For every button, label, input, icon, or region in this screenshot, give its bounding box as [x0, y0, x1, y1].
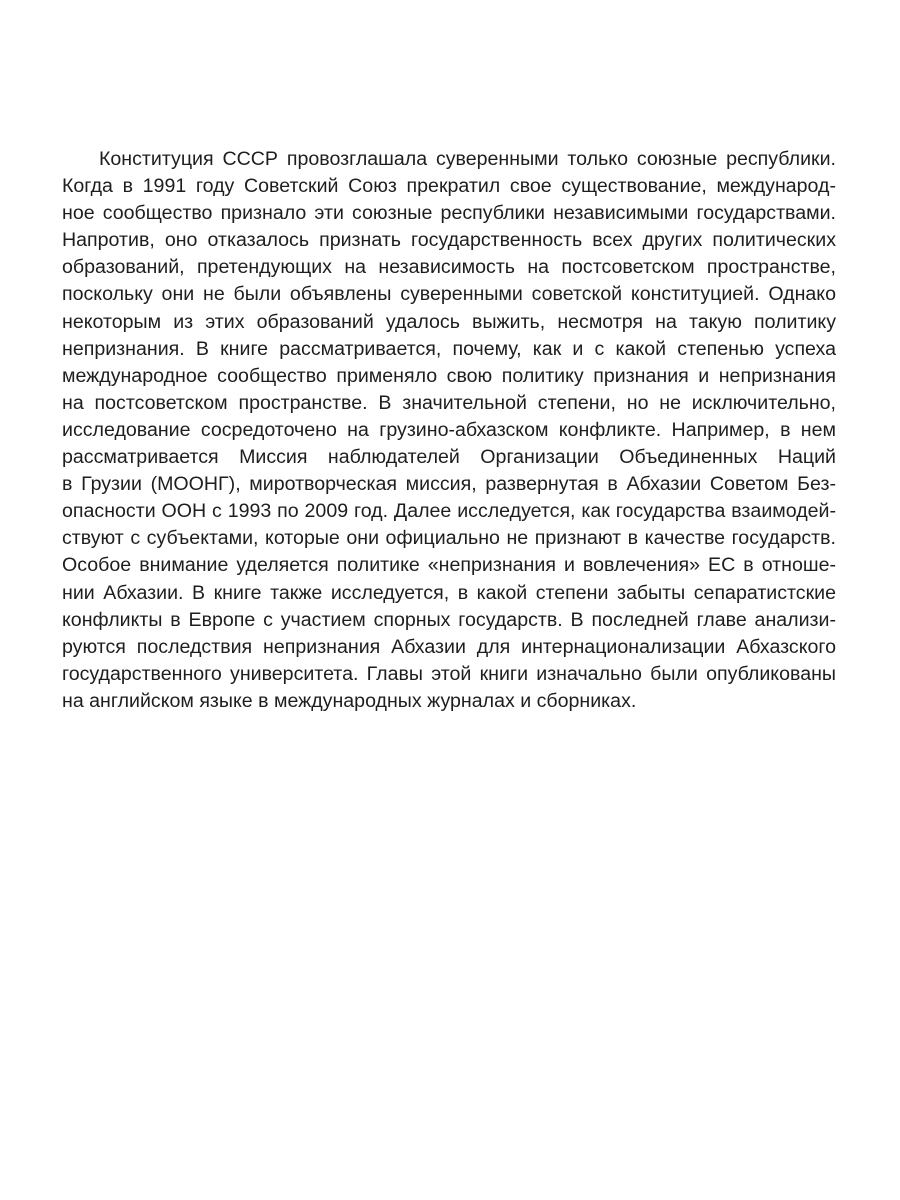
text-line: ствуют с субъектами, которые они официально не признают в качестве государств. [62, 527, 836, 550]
text-line: конфликты в Европе с участием спорных государств. В последней главе анализи- [62, 608, 836, 631]
text-line: образований, претендующих на независимость на постсоветском пространстве, [62, 256, 836, 279]
text-line: руются последствия непризнания Абхазии для интернационализации Абхазского [62, 635, 836, 658]
text-line: в Грузии (МООНГ), миротворческая миссия, развернутая в Абхазии Советом Без- [62, 473, 836, 496]
text-line: Когда в 1991 году Советский Союз прекратил свое существование, международ- [62, 175, 836, 198]
text-line: международное сообщество применяло свою политику признания и непризнания [62, 364, 836, 387]
text-line: на постсоветском пространстве. В значительной степени, но не исключительно, [62, 391, 836, 414]
text-line: исследование сосредоточено на грузино-абхазском конфликте. Например, в нем [62, 418, 836, 441]
text-line: опасности ООН с 1993 по 2009 год. Далее исследуется, как государства взаимодей- [62, 500, 836, 523]
text-line: непризнания. В книге рассматривается, почему, как и с какой степенью успеха [62, 337, 836, 360]
text-line: Конституция СССР провозглашала суверенными только союзные республики. [99, 148, 836, 170]
text-line: на английском языке в международных журналах и сборниках. [62, 689, 637, 712]
annotation-paragraph [62, 146, 836, 715]
text-line: ное сообщество признало эти союзные республики независимыми государствами. [62, 202, 836, 225]
text-line: Напротив, оно отказалось признать государственность всех других политических [62, 229, 836, 252]
text-line: нии Абхазии. В книге также исследуется, в какой степени забыты сепаратистские [62, 581, 836, 604]
text-line: некоторым из этих образований удалось выжить, несмотря на такую политику [62, 310, 836, 333]
text-line: рассматривается Миссия наблюдателей Организации Объединенных Наций [62, 446, 836, 469]
text-line: Особое внимание уделяется политике «непризнания и вовлечения» ЕС в отноше- [62, 554, 836, 577]
text-line: государственного университета. Главы этой книги изначально были опубликованы [62, 662, 836, 685]
text-line: поскольку они не были объявлены суверенными советской конституцией. Однако [62, 283, 836, 306]
